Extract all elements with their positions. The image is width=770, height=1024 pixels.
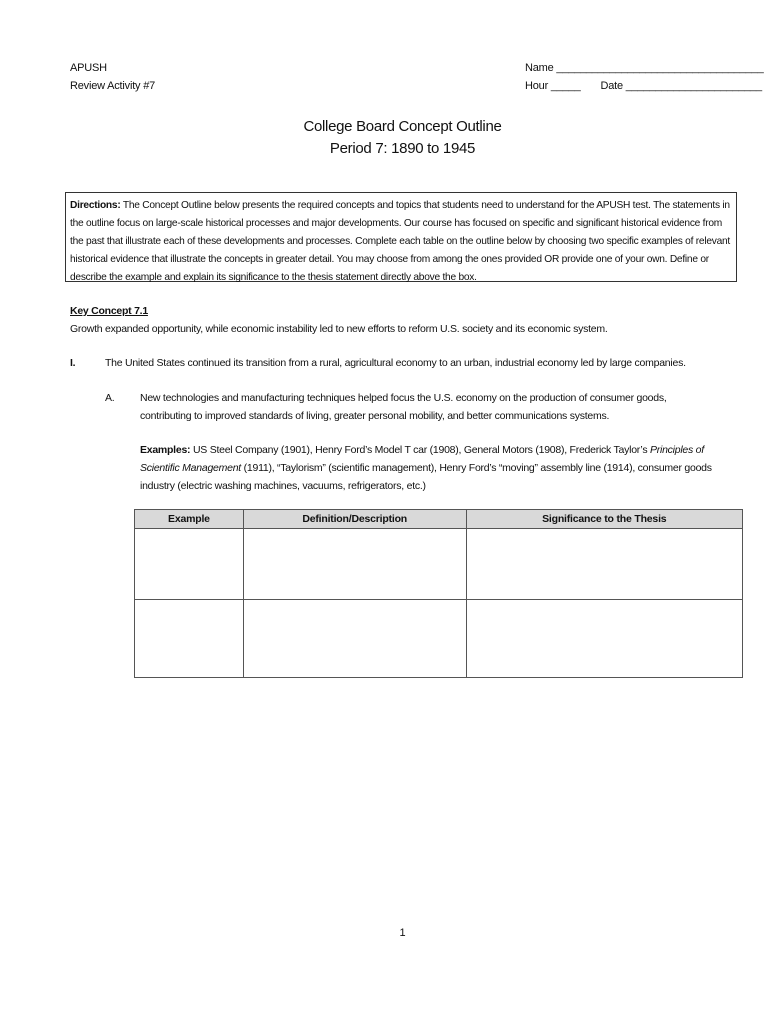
page-title: College Board Concept Outline xyxy=(303,118,502,135)
course-name: APUSH xyxy=(70,62,107,74)
page-subtitle: Period 7: 1890 to 1945 xyxy=(329,140,476,157)
directions-label: Directions: xyxy=(70,200,121,211)
examples-table xyxy=(134,509,743,678)
significance-cell[interactable] xyxy=(466,529,742,600)
subsection-letter: A. xyxy=(105,392,115,404)
name-field: Name ___________________________________ xyxy=(525,62,764,74)
section-text: The United States continued its transition from a rural, agricultural economy to an urban, industrial economy led by large companies. xyxy=(105,357,686,369)
hour-date-field: Hour _____ Date _______________________ xyxy=(525,80,762,92)
table-header-row xyxy=(135,510,743,529)
page-number: 1 xyxy=(399,927,406,939)
significance-cell[interactable] xyxy=(466,600,742,678)
examples-text-1: US Steel Company (1901), Henry Ford’s Model T car (1908), General Motors (1908), Frederick Taylor’s xyxy=(190,444,650,456)
header-example: Example xyxy=(135,510,244,529)
example-cell[interactable] xyxy=(135,529,244,600)
definition-cell[interactable] xyxy=(243,529,466,600)
examples-book-title: Principles of Scientific Management xyxy=(140,444,704,474)
example-cell[interactable] xyxy=(135,600,244,678)
header-definition: Definition/Description xyxy=(243,510,466,529)
key-concept-text: Growth expanded opportunity, while economic instability led to new efforts to reform U.S. society and its economic system. xyxy=(70,323,608,335)
directions-text: The Concept Outline below presents the required concepts and topics that students need to understand for the APUSH test. The statements in the outline focus on large-scale historical processes and major developments. Our course has focused on specific and significant historical evidence from the past that illustrate each of these developments and processes. Complete each table on the outline below by choosing two specific examples of relevant historical evidence that illustrate the concepts in greater detail. You may choose from among the ones provided OR provide one of your own. Define or describe the example and explain its significance to the thesis statement directly above the box. xyxy=(70,200,731,283)
directions-box xyxy=(65,192,737,282)
activity-label: Review Activity #7 xyxy=(70,80,156,92)
section-numeral: I. xyxy=(70,357,76,369)
examples-paragraph xyxy=(140,441,740,495)
key-concept-heading: Key Concept 7.1 xyxy=(70,305,148,317)
definition-cell[interactable] xyxy=(243,600,466,678)
examples-label: Examples: xyxy=(140,444,191,456)
subsection-text: New technologies and manufacturing techniques helped focus the U.S. economy on the production of consumer goods, contributing to improved standards of living, greater personal mobility, and better communications systems. xyxy=(140,392,667,422)
table-row xyxy=(135,529,743,600)
table-row xyxy=(135,600,743,678)
examples-text-2: (1911), “Taylorism” (scientific management), Henry Ford’s “moving” assembly line (1914), consumer goods industry (electric washing machines, vacuums, refrigerators, etc.) xyxy=(140,462,712,492)
header-significance: Significance to the Thesis xyxy=(466,510,742,529)
